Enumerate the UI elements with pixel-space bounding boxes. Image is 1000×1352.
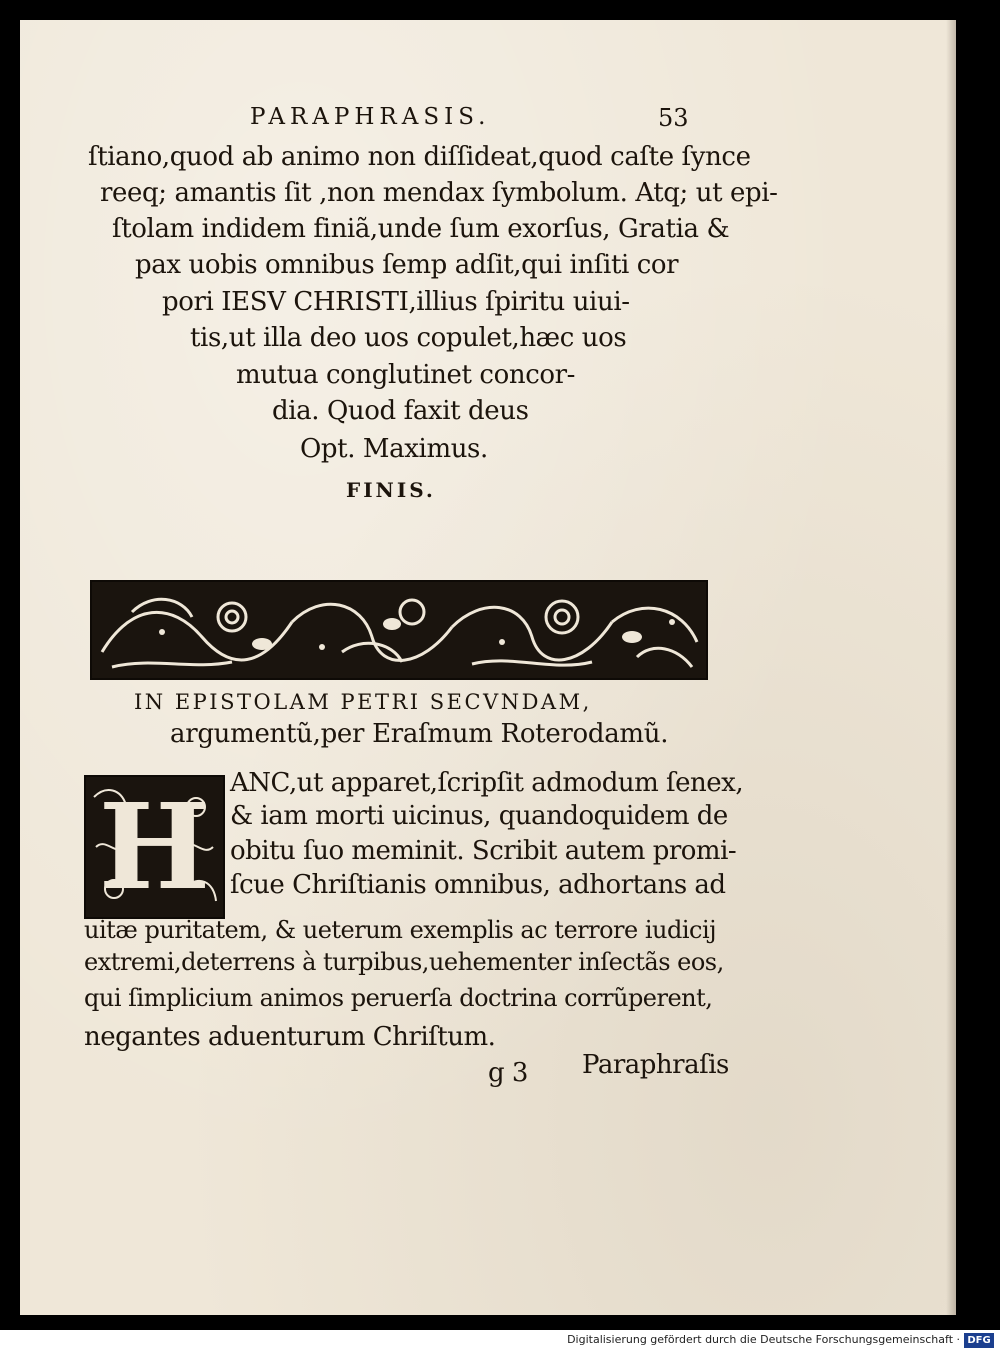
paragraph-line-4: ſcue Chriſtianis omnibus, adhortans ad (230, 870, 726, 900)
paragraph-line-3: obitu ſuo meminit. Scribit autem promi- (230, 836, 737, 866)
body-line-7: mutua conglutinet concor- (236, 360, 576, 390)
decorated-initial (84, 775, 225, 919)
paragraph-line-7: qui ſimplicium animos peruerſa doctrina corrũperent, (84, 984, 713, 1012)
signature-mark: g 3 (488, 1058, 528, 1088)
body-line-2: reeq; amantis ſit ,non mendax ſymbolum. Atq; ut epi- (100, 178, 778, 208)
body-line-1: ſtiano,quod ab animo non diſſideat,quod caſte ſynce (88, 142, 751, 172)
woodcut-ornament-icon (92, 582, 706, 678)
initial-letter: H (98, 777, 211, 916)
paragraph-line-6: extremi,deterrens à turpibus,uehementer inſectãs eos, (84, 948, 724, 976)
dfg-logo: DFG (964, 1333, 994, 1348)
body-line-4: pax uobis omnibus ſemp adſit,qui inſiti cor (135, 250, 679, 280)
section-heading-line-2: argumentũ,per Eraſmum Roterodamũ. (170, 719, 669, 749)
footer-bar (0, 1330, 1000, 1352)
running-header: PARAPHRASIS. (250, 104, 491, 130)
body-line-8: dia. Quod faxit deus (272, 396, 529, 426)
paragraph-line-1: ANC,ut apparet,ſcripſit admodum ſenex, (230, 768, 744, 798)
page-edge-shadow (946, 20, 956, 1315)
paragraph-line-8: negantes aduenturum Chriſtum. (84, 1022, 496, 1052)
page-number: 53 (658, 104, 689, 132)
decorative-woodcut-band (90, 580, 708, 680)
section-heading-line-1: IN EPISTOLAM PETRI SECVNDAM, (134, 690, 592, 714)
finis-label: FINIS. (346, 478, 436, 502)
body-line-3: ſtolam indidem finiã,unde ſum exorſus, Gratia & (112, 214, 730, 244)
body-line-9: Opt. Maximus. (300, 434, 488, 464)
paragraph-line-5: uitæ puritatem, & ueterum exemplis ac terrore iudicij (84, 916, 717, 944)
paragraph-line-2: & iam morti uicinus, quandoquidem de (230, 801, 728, 831)
body-line-5: pori IESV CHRISTI,illius ſpiritu uiui- (162, 287, 630, 317)
body-line-6: tis,ut illa deo uos copulet,hæc uos (190, 323, 627, 353)
catchword: Paraphraſis (582, 1050, 729, 1080)
footer-credit: Digitalisierung gefördert durch die Deutsche Forschungsgemeinschaft · (567, 1333, 960, 1346)
